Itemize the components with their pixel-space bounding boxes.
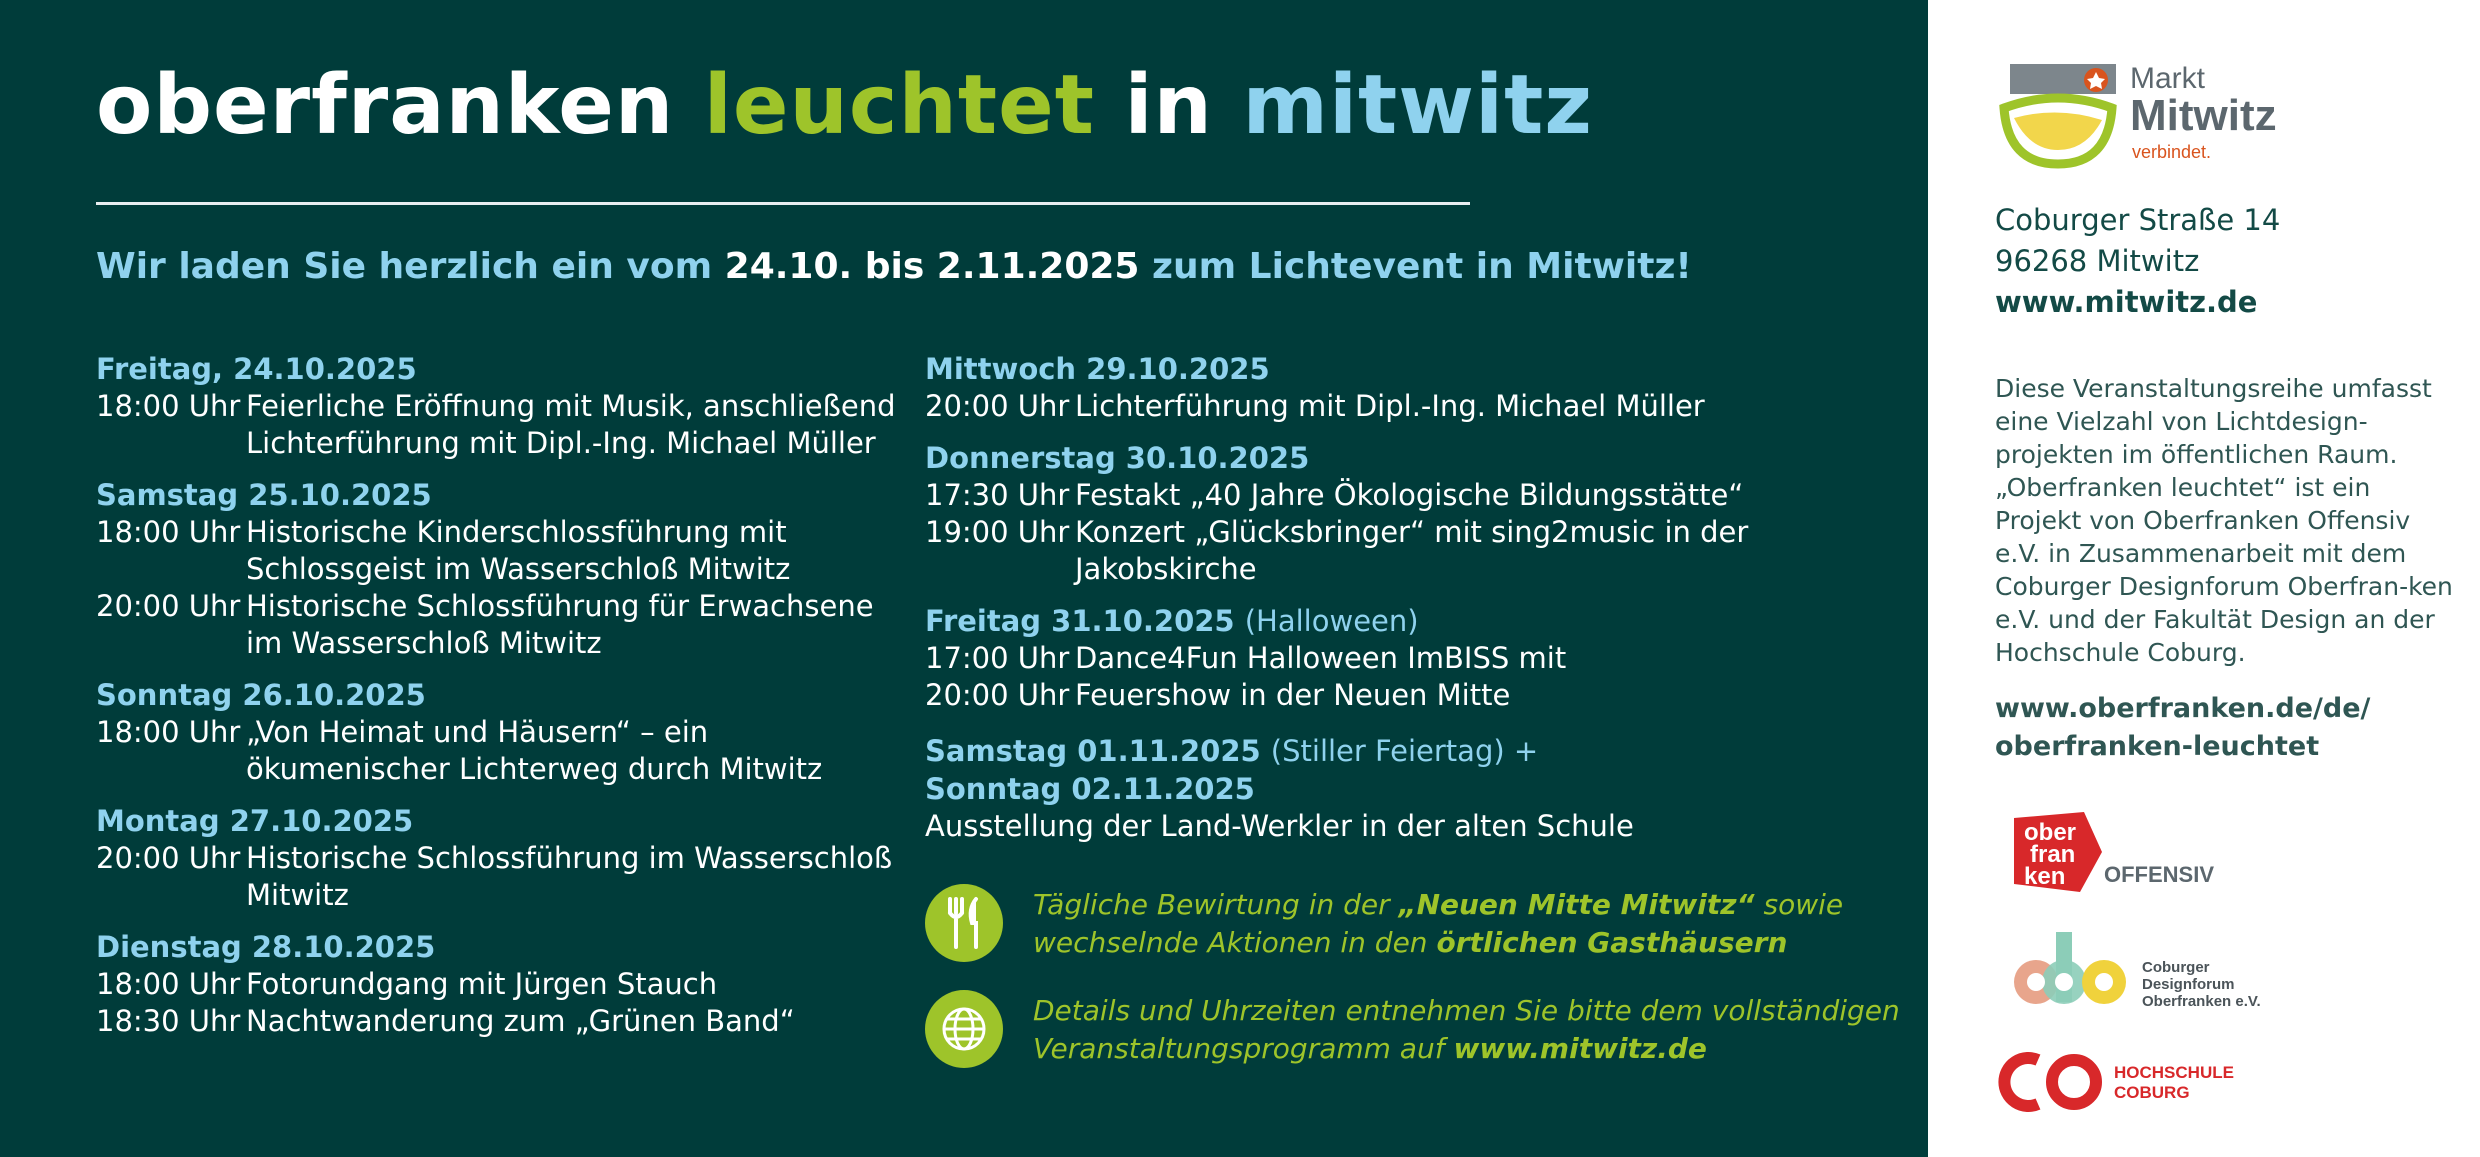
event-desc: Feierliche Eröffnung mit Musik, anschließend Lichterführung mit Dipl.-Ing. Michael Müller: [246, 389, 896, 460]
details-text: [1033, 992, 1900, 1068]
logo-tagline: verbindet.: [2132, 142, 2212, 162]
oberfranken-link-line1[interactable]: www.oberfranken.de/de/: [1995, 693, 2371, 724]
day-heading: [925, 602, 1910, 640]
markt-mitwitz-emblem: [1980, 58, 2300, 178]
event-row: [925, 514, 1910, 588]
event-time: 18:00 Uhr: [96, 389, 241, 423]
event-time: 19:00 Uhr: [925, 515, 1070, 549]
hochschule-coburg-logo: [1996, 1048, 2256, 1122]
event-desc: Historische Schlossführung für Erwachsene im Wasserschloß Mitwitz: [246, 589, 874, 660]
day-heading: Freitag, 24.10.2025: [96, 352, 417, 386]
cdo-line-1: Coburger: [2142, 959, 2210, 976]
headline: [96, 58, 1593, 153]
day-heading: Donnerstag 30.10.2025: [925, 441, 1310, 475]
event-desc: Nachtwanderung zum „Grünen Band“: [246, 1004, 795, 1038]
catering-text-c: sowie: [1754, 888, 1844, 921]
address-street: Coburger Straße 14: [1995, 203, 2281, 237]
oberfranken-offensiv-logo: [2006, 808, 2246, 902]
event-time: 20:00 Uhr: [96, 589, 241, 623]
invite-text-c: zum Lichtevent in Mitwitz!: [1139, 246, 1692, 287]
event-time: 20:00 Uhr: [925, 678, 1070, 712]
ofo-word-3: ken: [2024, 863, 2066, 890]
address-block: [1995, 200, 2280, 323]
event-row: [925, 677, 1910, 714]
event-row: [96, 1003, 896, 1040]
event-time: 20:00 Uhr: [925, 389, 1070, 423]
day-note: (Halloween): [1244, 604, 1419, 638]
day-heading: Sonntag 02.11.2025: [925, 772, 1255, 806]
oberfranken-link[interactable]: [1995, 690, 2370, 766]
event-row: [96, 588, 896, 662]
event-desc: „Von Heimat und Häusern“ – ein ökumenischer Lichterweg durch Mitwitz: [246, 715, 823, 786]
catering-text-a: Tägliche Bewirtung in der: [1033, 888, 1399, 921]
details-info: [925, 990, 1900, 1068]
cdo-line-2: Designforum: [2142, 976, 2235, 993]
event-row: [96, 714, 896, 788]
day-heading: Montag 27.10.2025: [96, 804, 414, 838]
catering-text-b: „Neuen Mitte Mitwitz“: [1398, 888, 1755, 921]
details-text-b: Veranstaltungsprogramm auf: [1033, 1032, 1454, 1065]
event-desc: Festakt „40 Jahre Ökologische Bildungsstätte“: [1075, 478, 1744, 512]
day-heading-date: Samstag 01.11.2025: [925, 734, 1261, 768]
divider: [96, 202, 1470, 205]
invite-text-a: Wir laden Sie herzlich ein vom: [96, 246, 725, 287]
catering-text-e: örtlichen Gasthäusern: [1436, 926, 1788, 959]
schedule-column-2: [925, 350, 1910, 845]
logo-mitwitz: Mitwitz: [2130, 91, 2277, 140]
event-row: [925, 640, 1910, 677]
website-link[interactable]: www.mitwitz.de: [1995, 285, 2258, 319]
mitwitz-link[interactable]: www.mitwitz.de: [1453, 1032, 1707, 1065]
event-desc: Feuershow in der Neuen Mitte: [1075, 678, 1511, 712]
event-time: 18:00 Uhr: [96, 967, 241, 1001]
schedule-column-1: [96, 350, 896, 1040]
cdo-line-3: Oberfranken e.V.: [2142, 993, 2261, 1010]
event-row: [925, 477, 1910, 514]
logo-markt: Markt: [2130, 62, 2205, 95]
event-row: [96, 966, 896, 1003]
ofo-word-2: fran: [2030, 841, 2076, 868]
event-desc: Fotorundgang mit Jürgen Stauch: [246, 967, 718, 1001]
day-note: (Stiller Feiertag) +: [1270, 734, 1539, 768]
ofo-word-4: OFFENSIV: [2104, 862, 2215, 887]
headline-leuchtet: leuchtet: [703, 58, 1095, 153]
globe-icon: [925, 990, 1003, 1068]
event-desc: Konzert „Glücksbringer“ mit sing2music in der Jakobskirche: [1075, 515, 1749, 586]
day-heading: Samstag 25.10.2025: [96, 478, 432, 512]
hs-line-1: HOCHSCHULE: [2114, 1063, 2234, 1082]
project-description: Diese Veranstaltungsreihe umfasst eine Vielzahl von Lichtdesign-projekten im öffentlichen Raum. „Oberfranken leuchtet“ ist ein Projekt von Oberfranken Offensiv e.V. in Zusammenarbeit mit dem Coburger Designforum Oberfran-ken e.V. und der Fakultät Design an der Hochschule Coburg.: [1995, 374, 2453, 667]
catering-text-d: wechselnde Aktionen in den: [1033, 926, 1437, 959]
day-heading: Sonntag 26.10.2025: [96, 678, 426, 712]
event-desc: Ausstellung der Land-Werkler in der alten Schule: [925, 809, 1634, 843]
ofo-word-1: ober: [2024, 819, 2077, 846]
day-heading: Dienstag 28.10.2025: [96, 930, 436, 964]
cutlery-icon: [925, 884, 1003, 962]
day-heading-date: Freitag 31.10.2025: [925, 604, 1235, 638]
event-row: [96, 514, 896, 588]
hs-line-2: COBURG: [2114, 1083, 2190, 1102]
oberfranken-link-line2[interactable]: oberfranken-leuchtet: [1995, 731, 2320, 762]
invitation-line: [96, 246, 1692, 287]
event-desc: Dance4Fun Halloween ImBISS mit: [1075, 641, 1567, 675]
event-desc: Historische Kinderschlossführung mit Schlossgeist im Wasserschloß Mitwitz: [246, 515, 791, 586]
sidebar: [1928, 0, 2480, 1157]
designforum-logo: [2006, 920, 2266, 1024]
event-time: 18:00 Uhr: [96, 715, 241, 749]
address-city: 96268 Mitwitz: [1995, 244, 2200, 278]
headline-oberfranken: oberfranken: [96, 58, 675, 153]
catering-text: [1033, 886, 1843, 962]
headline-mitwitz: mitwitz: [1242, 58, 1594, 153]
event-time: 20:00 Uhr: [96, 841, 241, 875]
catering-info: [925, 884, 1843, 962]
headline-in: in: [1124, 58, 1213, 153]
event-row: [925, 388, 1910, 425]
event-time: 18:30 Uhr: [96, 1004, 241, 1038]
day-heading: Mittwoch 29.10.2025: [925, 352, 1270, 386]
details-text-a: Details und Uhrzeiten entnehmen Sie bitte dem vollständigen: [1033, 994, 1900, 1027]
event-time: 18:00 Uhr: [96, 515, 241, 549]
event-time: 17:00 Uhr: [925, 641, 1070, 675]
day-heading: [925, 732, 1910, 770]
invite-dates: 24.10. bis 2.11.2025: [724, 246, 1140, 287]
event-time: 17:30 Uhr: [925, 478, 1070, 512]
event-row: [96, 388, 896, 462]
event-desc: Lichterführung mit Dipl.-Ing. Michael Müller: [1075, 389, 1705, 423]
event-desc: Historische Schlossführung im Wasserschloß Mitwitz: [246, 841, 893, 912]
markt-mitwitz-logo: [1980, 58, 2300, 178]
event-row: [96, 840, 896, 914]
